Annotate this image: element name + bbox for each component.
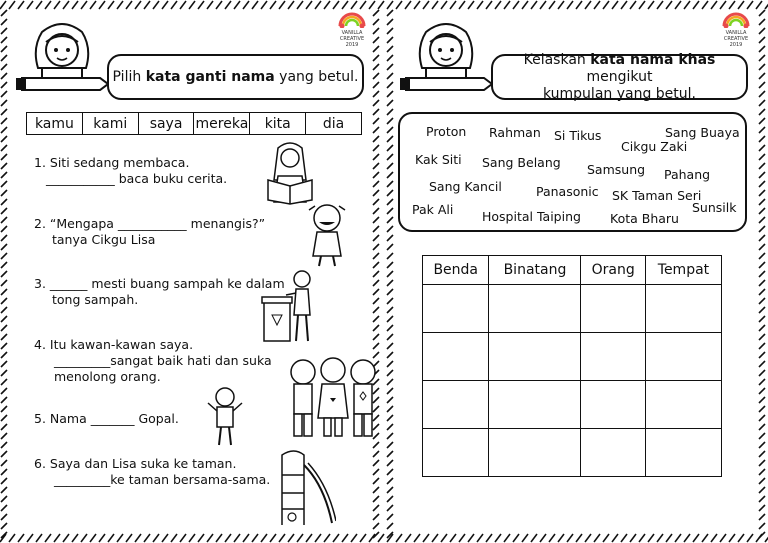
instruction-line-2: kumpulan yang betul. [542,85,696,102]
word-item: SK Taman Seri [612,188,702,203]
answer-cell[interactable] [581,285,645,333]
answer-cell[interactable] [489,285,581,333]
pronoun-cell: mereka [194,113,250,134]
question-6 [34,456,270,488]
table-row [423,429,722,477]
boy-waving-illustration [205,385,245,451]
column-header: Tempat [645,256,721,285]
column-header: Binatang [489,256,581,285]
pronoun-cell: kamu [27,113,83,134]
answer-cell[interactable] [489,381,581,429]
question-1 [34,155,227,187]
pronoun-word-bank [26,112,362,135]
playground-illustration [274,445,336,531]
girl-reading-illustration [260,140,320,209]
girl-with-pencil-illustration [12,18,112,102]
instruction-banner [491,51,748,102]
column-header: Benda [423,256,489,285]
question-line: 3. ______ mesti buang sampah ke dalam [34,276,285,291]
answer-cell[interactable] [489,333,581,381]
instruction-text: Kelaskan [523,51,586,68]
vanilla-creative-logo [719,12,753,48]
question-line: menolong orang. [54,369,161,384]
question-4 [34,337,272,385]
proper-noun-word-bank [398,112,747,232]
logo-year: 2019 [345,42,359,48]
classification-table [422,255,722,477]
instruction-text: Pilih [112,68,142,85]
question-5 [34,411,179,427]
word-item: Sunsilk [692,200,737,215]
question-line: tanya Cikgu Lisa [52,232,156,247]
pronoun-cell: kita [250,113,306,134]
word-item: Cikgu Zaki [621,139,688,154]
answer-cell[interactable] [645,333,721,381]
table-row [423,333,722,381]
pronoun-cell: kami [83,113,139,134]
word-item: Hospital Taiping [482,209,581,224]
question-line: ___________ baca buku cerita. [46,171,228,186]
group-of-friends-illustration [288,354,378,444]
question-2 [34,216,265,248]
word-item: Sang Buaya [665,125,740,140]
instruction-end-text: mengikut [586,68,653,85]
question-line: 2. “Mengapa ___________ menangis?” [34,216,266,231]
instruction-end-text: yang betul. [279,68,359,85]
answer-cell[interactable] [423,429,489,477]
question-line: 1. Siti sedang membaca. [34,155,190,170]
pronoun-cell: dia [322,115,345,132]
word-item: Kak Siti [415,152,462,167]
question-line: 6. Saya dan Lisa suka ke taman. [34,456,237,471]
word-item: Kota Bharu [610,211,679,226]
table-header-row [423,256,722,285]
answer-cell[interactable] [645,381,721,429]
instruction-bold-text: kata ganti nama [145,68,275,85]
word-item: Sang Kancil [429,179,502,194]
answer-cell[interactable] [645,429,721,477]
word-item: Proton [426,124,467,139]
answer-cell[interactable] [423,333,489,381]
word-item: Si Tikus [554,128,602,143]
answer-cell[interactable] [581,381,645,429]
table-row [423,285,722,333]
pronoun-cell: saya [139,113,195,134]
word-item: Samsung [587,162,646,177]
question-line: 5. Nama _______ Gopal. [34,411,179,426]
logo-text: VANILLA CREATIVE [723,30,749,42]
word-item: Pak Ali [412,202,454,217]
table-row [423,381,722,429]
vanilla-creative-logo [335,12,369,48]
instruction-bold-text: kata nama khas [590,51,716,68]
question-line: _________sangat baik hati dan suka [54,353,272,368]
answer-cell[interactable] [489,429,581,477]
answer-cell[interactable] [581,429,645,477]
crying-child-illustration [305,200,350,272]
question-3 [34,276,285,308]
answer-cell[interactable] [423,381,489,429]
logo-text: VANILLA CREATIVE [339,30,365,42]
answer-cell[interactable] [423,285,489,333]
answer-cell[interactable] [581,333,645,381]
question-line: tong sampah. [52,292,139,307]
girl-with-pencil-illustration [396,18,496,102]
instruction-banner [107,54,364,100]
logo-year: 2019 [729,42,743,48]
word-item: Sang Belang [482,155,561,170]
column-header: Orang [581,256,645,285]
question-line: _________ke taman bersama-sama. [54,472,271,487]
word-item: Panasonic [536,184,599,199]
boy-throwing-trash-illustration [258,265,330,349]
answer-cell[interactable] [645,285,721,333]
word-item: Rahman [489,125,541,140]
word-item: Pahang [664,167,711,182]
question-line: 4. Itu kawan-kawan saya. [34,337,194,352]
